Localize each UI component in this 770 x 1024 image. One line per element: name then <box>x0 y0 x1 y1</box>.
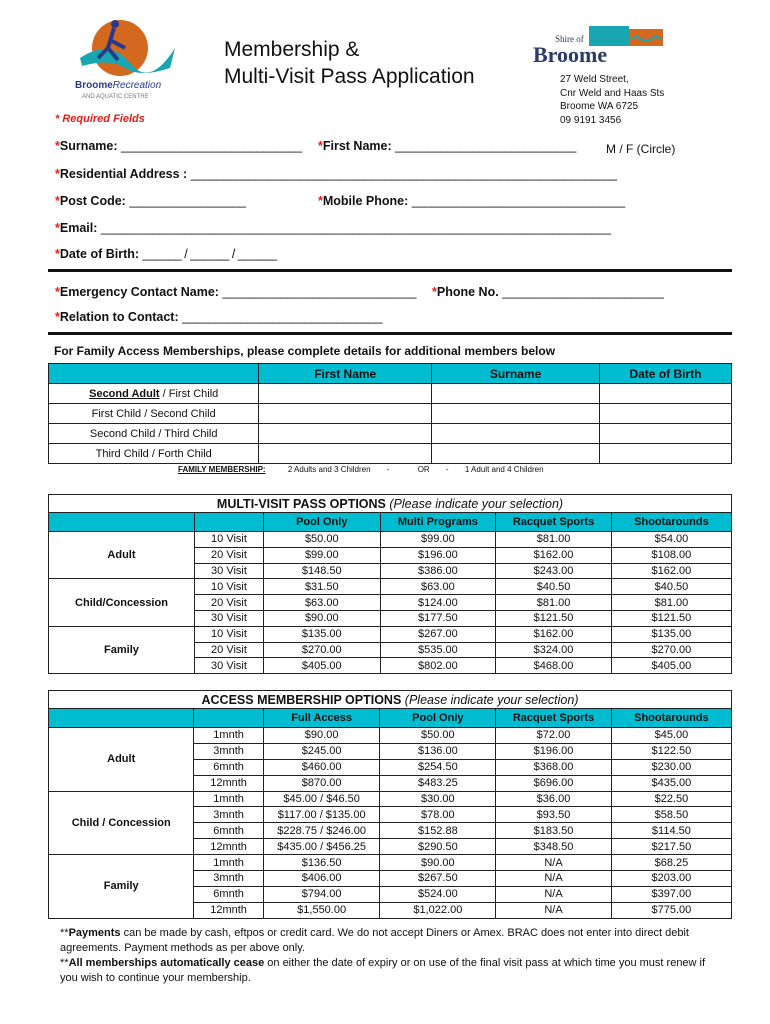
header-blank <box>194 513 263 532</box>
price-option[interactable]: N/A <box>496 855 612 871</box>
price-option[interactable]: $162.00 <box>611 563 731 579</box>
price-option[interactable]: $196.00 <box>380 547 496 563</box>
price-option[interactable]: $148.50 <box>264 563 381 579</box>
table-title-row <box>49 495 732 513</box>
price-option[interactable]: $217.50 <box>611 839 731 855</box>
price-option[interactable]: $267.00 <box>380 626 496 642</box>
price-option[interactable]: $243.00 <box>496 563 612 579</box>
period-label: 10 Visit <box>194 532 263 548</box>
price-option[interactable]: $36.00 <box>496 791 612 807</box>
price-option[interactable]: $460.00 <box>263 759 380 775</box>
price-option[interactable]: $775.00 <box>611 902 731 918</box>
period-label: 3mnth <box>194 807 263 823</box>
price-option[interactable]: $183.50 <box>496 823 612 839</box>
table-title <box>49 691 732 709</box>
price-option[interactable]: $405.00 <box>611 658 731 674</box>
period-label: 6mnth <box>194 886 263 902</box>
header-blank <box>194 709 263 728</box>
price-option[interactable]: $58.50 <box>611 807 731 823</box>
column-header: Multi Programs <box>380 513 496 532</box>
price-option[interactable]: $230.00 <box>611 759 731 775</box>
price-option[interactable]: $124.00 <box>380 595 496 611</box>
price-option[interactable]: $68.25 <box>611 855 731 871</box>
residential-address-field[interactable]: *Residential Address : __________________________________________________________________ <box>55 167 617 181</box>
price-option[interactable]: $1,550.00 <box>263 902 380 918</box>
period-label: 3mnth <box>194 743 263 759</box>
table-header-row <box>49 513 732 532</box>
table-title-row <box>49 691 732 709</box>
price-option[interactable]: $406.00 <box>263 871 380 887</box>
price-option[interactable]: $324.00 <box>496 642 612 658</box>
email-field[interactable]: *Email: _______________________________________________________________________________ <box>55 221 611 235</box>
header-blank <box>49 709 194 728</box>
price-option[interactable]: $177.50 <box>380 610 496 626</box>
column-header: Shootarounds <box>611 709 731 728</box>
period-label: 20 Visit <box>194 547 263 563</box>
date-of-birth-input[interactable] <box>599 404 731 424</box>
price-option[interactable]: $228.75 / $246.00 <box>263 823 380 839</box>
price-option[interactable]: $136.50 <box>263 855 380 871</box>
price-option[interactable]: $386.00 <box>380 563 496 579</box>
price-option[interactable]: $63.00 <box>264 595 381 611</box>
price-option[interactable]: $136.00 <box>380 743 496 759</box>
price-option[interactable]: $254.50 <box>380 759 496 775</box>
price-option[interactable]: $99.00 <box>264 547 381 563</box>
date-of-birth-input[interactable] <box>599 384 731 404</box>
price-option[interactable]: $290.50 <box>380 839 496 855</box>
table-title <box>49 495 732 513</box>
emergency-contact-field[interactable]: *Emergency Contact Name: ______________________________ <box>55 285 416 299</box>
svg-text:AND AQUATIC CENTRE: AND AQUATIC CENTRE <box>82 94 149 100</box>
price-option[interactable]: $152.88 <box>380 823 496 839</box>
group-label: Child / Concession <box>49 791 194 855</box>
price-option[interactable]: $870.00 <box>263 775 380 791</box>
price-option[interactable]: $81.00 <box>496 595 612 611</box>
mobile-phone-field[interactable]: *Mobile Phone: _________________________________ <box>318 194 625 208</box>
period-label: 30 Visit <box>194 658 263 674</box>
period-label: 6mnth <box>194 759 263 775</box>
member-label <box>49 384 259 404</box>
multi-visit-table <box>48 494 732 674</box>
price-option[interactable]: $93.50 <box>496 807 612 823</box>
shire-of-broome-logo <box>533 24 663 64</box>
period-label: 1mnth <box>194 728 263 744</box>
group-label: Adult <box>49 728 194 792</box>
price-option[interactable]: $99.00 <box>380 532 496 548</box>
price-row <box>49 855 732 871</box>
price-option[interactable]: $122.50 <box>611 743 731 759</box>
price-option[interactable]: $121.50 <box>496 610 612 626</box>
member-label-text: Third Child / Forth Child <box>95 447 212 460</box>
period-label: 3mnth <box>194 871 263 887</box>
price-option[interactable]: $267.50 <box>380 871 496 887</box>
gender-option[interactable]: M / F (Circle) <box>606 142 676 156</box>
first-name-field[interactable]: *First Name: ____________________________ <box>318 139 576 153</box>
surname-input[interactable] <box>432 424 600 444</box>
group-label: Family <box>49 855 194 919</box>
price-option[interactable]: $121.50 <box>611 610 731 626</box>
column-header: Full Access <box>263 709 380 728</box>
price-row <box>49 626 732 642</box>
price-option[interactable]: $40.50 <box>611 579 731 595</box>
column-header <box>49 364 259 384</box>
family-member-row <box>49 384 732 404</box>
table-subtitle: (Please indicate your selection) <box>404 692 579 707</box>
price-option[interactable]: $108.00 <box>611 547 731 563</box>
column-header: Pool Only <box>264 513 381 532</box>
price-option[interactable]: $1,022.00 <box>380 902 496 918</box>
price-option[interactable]: $245.00 <box>263 743 380 759</box>
column-header: Pool Only <box>380 709 496 728</box>
price-option[interactable]: N/A <box>496 886 612 902</box>
family-membership-footer: FAMILY MEMBERSHIP: 2 Adults and 3 Children - OR - 1 Adult and 4 Children <box>178 465 544 474</box>
svg-text:Shire of: Shire of <box>555 34 584 44</box>
column-header: Racquet Sports <box>496 513 612 532</box>
price-option[interactable]: $162.00 <box>496 626 612 642</box>
group-label: Adult <box>49 532 195 579</box>
form-title: Membership & Multi-Visit Pass Application <box>224 38 475 88</box>
date-of-birth-input[interactable] <box>599 444 731 464</box>
price-option[interactable]: $78.00 <box>380 807 496 823</box>
price-row <box>49 791 732 807</box>
family-member-row <box>49 424 732 444</box>
surname-field[interactable]: *Surname: ____________________________ <box>55 139 302 153</box>
price-option[interactable]: $40.50 <box>496 579 612 595</box>
column-header: First Name <box>259 364 432 384</box>
period-label: 10 Visit <box>194 626 263 642</box>
price-option[interactable]: N/A <box>496 871 612 887</box>
price-option[interactable]: $90.00 <box>264 610 381 626</box>
required-fields-note: * Required Fields <box>55 113 145 125</box>
price-option[interactable]: $368.00 <box>496 759 612 775</box>
period-label: 1mnth <box>194 791 263 807</box>
surname-input[interactable] <box>432 444 600 464</box>
member-label-primary: Second Adult <box>89 387 160 400</box>
period-label: 10 Visit <box>194 579 263 595</box>
period-label: 30 Visit <box>194 563 263 579</box>
first-name-input[interactable] <box>259 404 432 424</box>
price-option[interactable]: $535.00 <box>380 642 496 658</box>
price-option[interactable]: $696.00 <box>496 775 612 791</box>
family-member-row <box>49 404 732 424</box>
price-option[interactable]: $203.00 <box>611 871 731 887</box>
member-label <box>49 444 259 464</box>
svg-text:BroomeRecreation: BroomeRecreation <box>75 80 162 91</box>
period-label: 1mnth <box>194 855 263 871</box>
table-header-row <box>49 364 732 384</box>
price-option[interactable]: $135.00 <box>611 626 731 642</box>
member-label-text: Second Child / Third Child <box>89 427 218 440</box>
price-option[interactable]: $270.00 <box>264 642 381 658</box>
price-option[interactable]: $348.50 <box>496 839 612 855</box>
access-membership-table <box>48 690 732 919</box>
table-title-text: MULTI-VISIT PASS OPTIONS <box>216 496 386 511</box>
price-option[interactable]: $135.00 <box>264 626 381 642</box>
price-row <box>49 579 732 595</box>
table-header-row <box>49 709 732 728</box>
column-header: Racquet Sports <box>496 709 612 728</box>
member-label-text: / First Child <box>159 387 219 400</box>
price-option[interactable]: $802.00 <box>380 658 496 674</box>
group-label: Child/Concession <box>49 579 195 626</box>
emergency-phone-field[interactable]: *Phone No. _________________________ <box>432 285 664 299</box>
date-of-birth-field[interactable]: *Date of Birth: ______ / ______ / ______ <box>55 247 277 261</box>
price-option[interactable]: $524.00 <box>380 886 496 902</box>
price-option[interactable]: $435.00 / $456.25 <box>263 839 380 855</box>
price-option[interactable]: $270.00 <box>611 642 731 658</box>
column-header: Shootarounds <box>611 513 731 532</box>
price-option[interactable]: $72.00 <box>496 728 612 744</box>
divider <box>48 332 732 335</box>
cease-note: **All memberships automatically cease on either the date of expiry or on use of the final visit pass at which time you must renew if you wish to continue your membership. <box>60 957 706 984</box>
price-row <box>49 532 732 548</box>
period-label: 12mnth <box>194 775 263 791</box>
family-members-table <box>48 363 732 464</box>
period-label: 20 Visit <box>194 642 263 658</box>
surname-input[interactable] <box>432 404 600 424</box>
member-label <box>49 404 259 424</box>
member-label-text: First Child / Second Child <box>91 407 216 420</box>
column-header: Date of Birth <box>599 364 731 384</box>
price-option[interactable]: $162.00 <box>496 547 612 563</box>
first-name-input[interactable] <box>259 444 432 464</box>
divider <box>48 269 732 272</box>
first-name-input[interactable] <box>259 424 432 444</box>
price-option[interactable]: $22.50 <box>611 791 731 807</box>
price-option[interactable]: $794.00 <box>263 886 380 902</box>
price-option[interactable]: $63.00 <box>380 579 496 595</box>
payments-note: **Payments can be made by cash, eftpos or credit card. We do not accept Diners or Amex. BRAC does not enter into direct debit agreements. Payment methods as per above only. <box>60 927 689 954</box>
price-option[interactable]: $45.00 / $46.50 <box>263 791 380 807</box>
family-heading: For Family Access Memberships, please complete details for additional members below <box>54 344 556 358</box>
period-label: 12mnth <box>194 902 263 918</box>
table-subtitle: (Please indicate your selection) <box>389 496 564 511</box>
period-label: 20 Visit <box>194 595 263 611</box>
member-label <box>49 424 259 444</box>
price-option[interactable]: $81.00 <box>496 532 612 548</box>
first-name-input[interactable] <box>259 384 432 404</box>
price-option[interactable]: $50.00 <box>380 728 496 744</box>
price-option[interactable]: $90.00 <box>380 855 496 871</box>
broome-recreation-logo <box>70 18 180 100</box>
header-blank <box>49 513 195 532</box>
price-option[interactable]: $117.00 / $135.00 <box>263 807 380 823</box>
svg-text:Broome: Broome <box>533 42 608 64</box>
price-option[interactable]: $54.00 <box>611 532 731 548</box>
price-option[interactable]: $196.00 <box>496 743 612 759</box>
address-block: 27 Weld Street, Cnr Weld and Haas Sts Broome WA 6725 09 9191 3456 <box>560 74 665 126</box>
price-option[interactable]: $483.25 <box>380 775 496 791</box>
table-title-text: ACCESS MEMBERSHIP OPTIONS <box>201 692 402 707</box>
price-option[interactable]: $50.00 <box>264 532 381 548</box>
date-of-birth-input[interactable] <box>599 424 731 444</box>
period-label: 30 Visit <box>194 610 263 626</box>
relation-field[interactable]: *Relation to Contact: _______________________________ <box>55 310 383 324</box>
price-option[interactable]: $30.00 <box>380 791 496 807</box>
price-option[interactable]: N/A <box>496 902 612 918</box>
family-member-row <box>49 444 732 464</box>
period-label: 12mnth <box>194 839 263 855</box>
surname-input[interactable] <box>432 384 600 404</box>
price-option[interactable]: $90.00 <box>263 728 380 744</box>
column-header: Surname <box>432 364 600 384</box>
price-option[interactable]: $435.00 <box>611 775 731 791</box>
price-option[interactable]: $81.00 <box>611 595 731 611</box>
price-option[interactable]: $405.00 <box>264 658 381 674</box>
price-option[interactable]: $31.50 <box>264 579 381 595</box>
price-option[interactable]: $45.00 <box>611 728 731 744</box>
post-code-field[interactable]: *Post Code: __________________ <box>55 194 246 208</box>
price-row <box>49 728 732 744</box>
price-option[interactable]: $397.00 <box>611 886 731 902</box>
price-option[interactable]: $114.50 <box>611 823 731 839</box>
group-label: Family <box>49 626 195 673</box>
price-option[interactable]: $468.00 <box>496 658 612 674</box>
period-label: 6mnth <box>194 823 263 839</box>
